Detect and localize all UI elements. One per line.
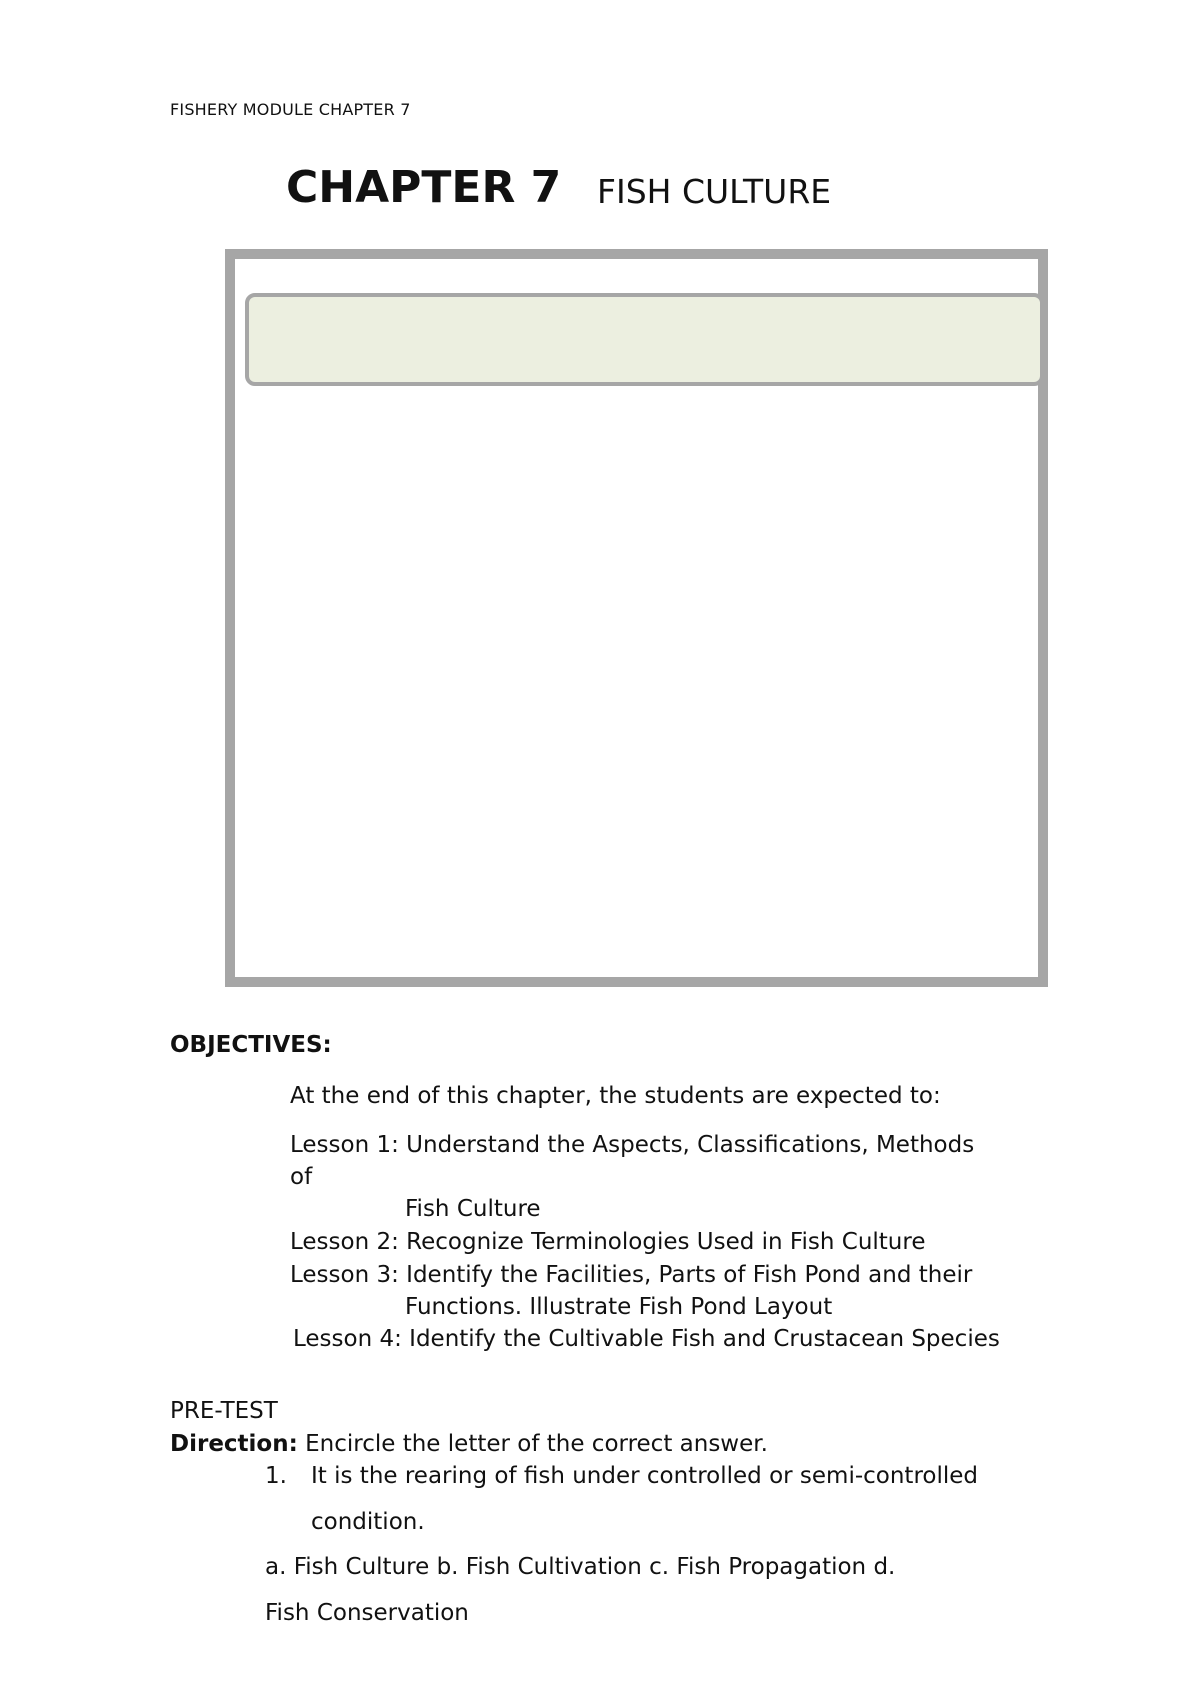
direction-text: Encircle the letter of the correct answer. [297, 1431, 768, 1457]
lesson-2: Lesson 2: Recognize Terminologies Used in Fish Culture [290, 1229, 926, 1255]
running-header: FISHERY MODULE CHAPTER 7 [170, 100, 411, 119]
pretest-heading: PRE-TEST [170, 1398, 278, 1424]
chapter-number: CHAPTER 7 [286, 162, 562, 213]
pretest-direction [170, 1431, 768, 1457]
chapter-image-frame [225, 249, 1048, 987]
lesson-3-line-2: Functions. Illustrate Fish Pond Layout [405, 1294, 833, 1320]
question-1-choice-overflow: Fish Conservation [265, 1600, 469, 1626]
objectives-heading: OBJECTIVES: [170, 1032, 332, 1058]
lesson-3-line-1: Lesson 3: Identify the Facilities, Parts of Fish Pond and their [290, 1262, 973, 1288]
chapter-title: FISH CULTURE [597, 172, 832, 211]
question-1-text-line-1: It is the rearing of fish under controlled or semi-controlled [311, 1463, 978, 1489]
lesson-1-line-2: of [290, 1164, 313, 1190]
lesson-1-line-3: Fish Culture [405, 1196, 541, 1222]
question-1-text-line-2: condition. [311, 1509, 425, 1535]
direction-label: Direction: [170, 1431, 298, 1457]
lesson-4: Lesson 4: Identify the Cultivable Fish and Crustacean Species [293, 1326, 1000, 1352]
frame-title-band [245, 293, 1044, 386]
question-1-choices: a. Fish Culture b. Fish Cultivation c. Fish Propagation d. [265, 1554, 896, 1580]
question-1-number: 1. [265, 1463, 287, 1489]
lesson-1-line-1: Lesson 1: Understand the Aspects, Classifications, Methods [290, 1132, 975, 1158]
objectives-intro: At the end of this chapter, the students are expected to: [290, 1083, 941, 1109]
